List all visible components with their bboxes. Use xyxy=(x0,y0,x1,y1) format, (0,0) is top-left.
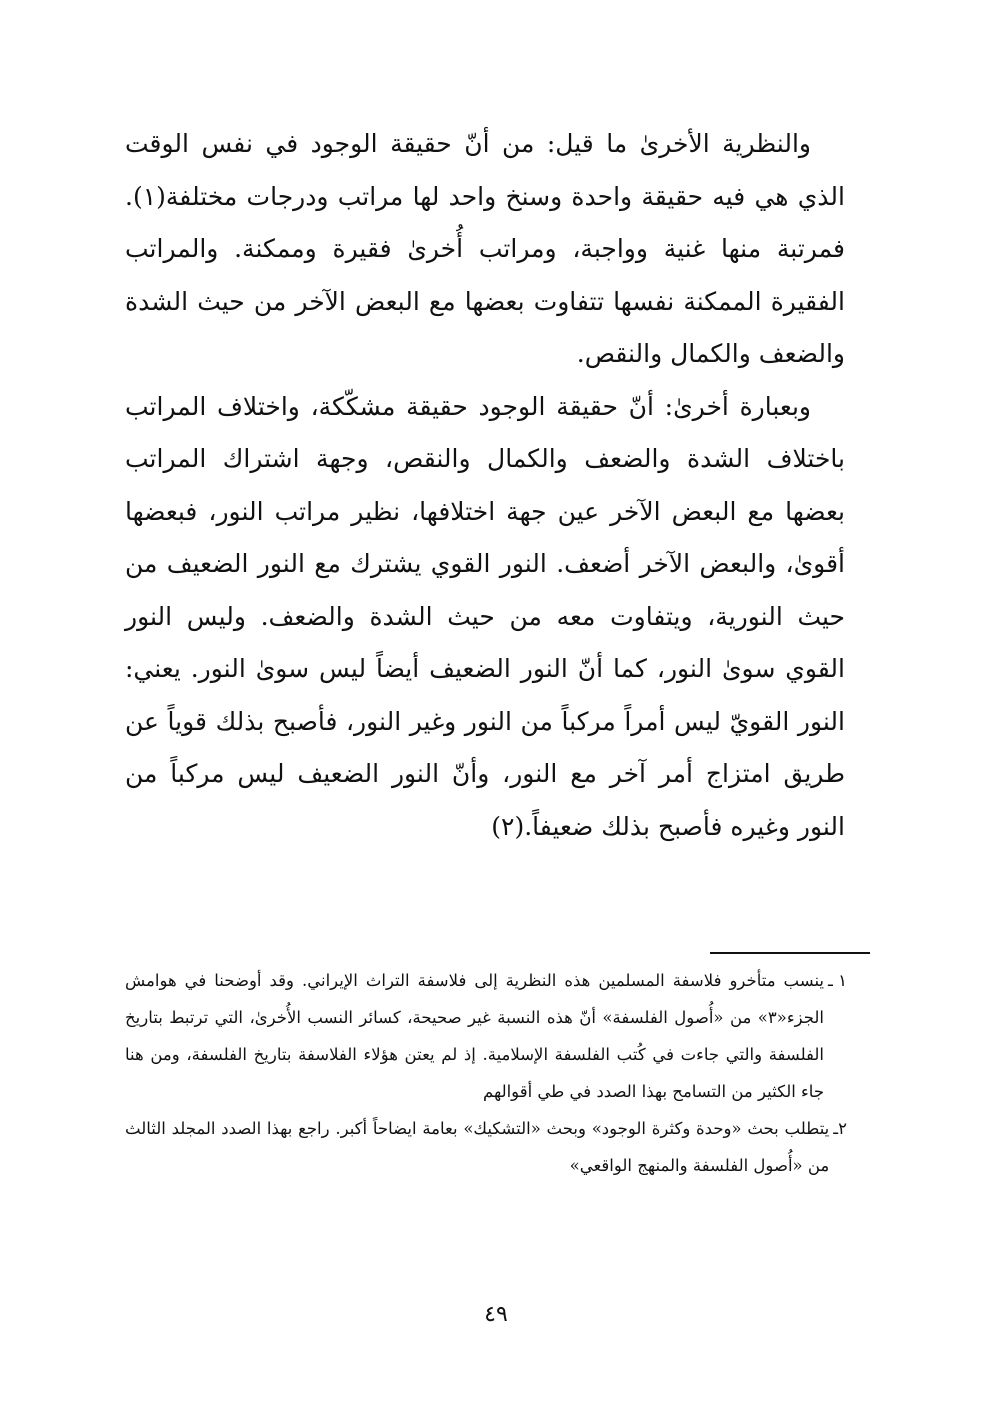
paragraph-1: والنظرية الأخرىٰ ما قيل: من أنّ حقيقة الوجود في نفس الوقت الذي هي فيه حقيقة واحدة وسنخ واحد لها مراتب ودرجات مختلفة(١). فمرتبة منها غنية وواجبة، ومراتب أُخرىٰ فقيرة وممكنة. والمراتب الفقيرة الممكنة نفسها تتفاوت بعضها مع البعض الآخر من حيث الشدة والضعف والكمال والنقص. xyxy=(125,129,845,368)
main-text xyxy=(125,118,845,853)
footnote-text: ينسب متأخرو فلاسفة المسلمين هذه النظرية إلى فلاسفة التراث الإيراني. وقد أوضحنا في هوامش الجزء«٣» من «أُصول الفلسفة» أنّ هذه النسبة غير صحيحة، كسائر النسب الأُخرىٰ، التي ترتبط بتاريخ الفلسفة والتي جاءت في كُتب الفلسفة الإسلامية. إذ لم يعتن هؤلاء الفلاسفة بتاريخ الفلسفة، ومن هنا جاء الكثير من التسامح بهذا الصدد في طي أقوالهم xyxy=(125,971,825,1101)
footnote-separator xyxy=(710,952,870,954)
footnotes xyxy=(125,962,847,1184)
footnote-number: ٢ـ xyxy=(833,1119,847,1138)
footnote-text: يتطلب بحث «وحدة وكثرة الوجود» وبحث «التشكيك» بعامة ايضاحاً أكبر. راجع بهذا الصدد المجلد الثالث من «أُصول الفلسفة والمنهج الواقعي» xyxy=(125,1119,830,1175)
footnote-1 xyxy=(125,962,847,1110)
footnote-2 xyxy=(125,1110,847,1184)
footnote-number: ١ ـ xyxy=(828,971,847,990)
page-number: ٤٩ xyxy=(484,1302,508,1327)
paragraph-2: وبعبارة أخرىٰ: أنّ حقيقة الوجود حقيقة مشكّكة، واختلاف المراتب باختلاف الشدة والضعف والكمال والنقص، وجهة اشتراك المراتب بعضها مع البعض الآخر عين جهة اختلافها، نظير مراتب النور، فبعضها أقوىٰ، والبعض الآخر أضعف. النور القوي يشترك مع النور الضعيف من حيث النورية، ويتفاوت معه من حيث الشدة والضعف. وليس النور القوي سوىٰ النور، كما أنّ النور الضعيف أيضاً ليس سوىٰ النور. يعني: النور القويّ ليس أمراً مركباً من النور وغير النور، فأصبح بذلك قوياً عن طريق امتزاج أمر آخر مع النور، وأنّ النور الضعيف ليس مركباً من النور وغيره فأصبح بذلك ضعيفاً.(٢) xyxy=(125,391,845,841)
